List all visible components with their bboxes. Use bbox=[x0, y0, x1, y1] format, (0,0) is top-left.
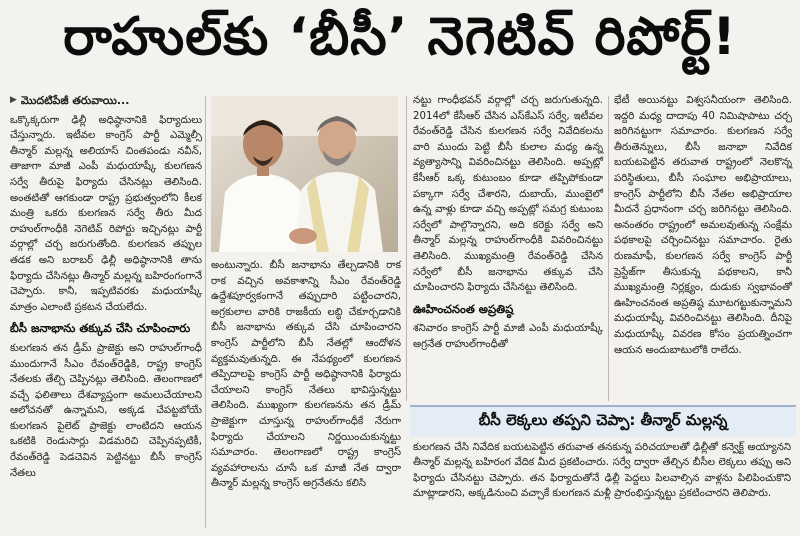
article-column-3 bbox=[413, 93, 603, 357]
article-column-1 bbox=[10, 93, 202, 485]
column-divider bbox=[608, 96, 609, 401]
column-divider bbox=[406, 96, 407, 401]
box-headline-text: బీసీ లెక్కలు తప్పని చెప్పా: తీన్మార్ మల్లన్న bbox=[478, 411, 728, 429]
continuation-kicker bbox=[10, 93, 202, 109]
box-body bbox=[413, 440, 791, 502]
article-column-4 bbox=[614, 93, 792, 362]
paragraph: భేటీ అయినట్టు విశ్వసనీయంగా తెలిసింది. ఇద్దరి మధ్య దాదాపు 40 నిమిషాపాటు చర్చ జరిగినట్టుగా సమాచారం. కులగణన సర్వే తీరుతెన్నులు, బీసీ జనాభా నివేదిక బయటపెట్టిన తరువాత రాష్ట్రంలో నెలకొన్న పరిస్థితులు, బీసీ సంఘాల అభిప్రాయాలు, కాంగ్రెస్ పార్టీలోని బీసీ నేతల అభిప్రాయాల మీదనే ప్రధానంగా చర్చ జరిగినట్టు తెలిసింది. అనంతరం రాష్ట్రంలో అమలవుతున్న సంక్షేమ పథకాలపై చర్చించినట్టు సమాచారం. రైతు రుణమాఫీ, కులగణన సర్వే కాంగ్రెస్ పార్టీ ప్రెస్టేజ్‌గా తీసుకున్న పథకాలని, కానీ ముఖ్యమంత్రి నిర్లక్ష్యం, దుడుకు స్వభావంతో ఊహించనంత అప్రతిష్ఠ మూటగట్టుకున్నామని మధుయాష్కీ వివరించినట్టు తెలిసింది. దీనిపై మధుయాష్కీ వివరణ కోసం ప్రయత్నించగా ఆయన అందుబాటులోకి రాలేదు. bbox=[614, 95, 792, 356]
column-divider bbox=[205, 96, 206, 528]
subheading: ఊహించనంత అప్రతిష్ఠ bbox=[413, 301, 514, 316]
headline-text: రాహుల్‌కు ‘బీసీ’ నెగెటివ్ రిపోర్ట్! bbox=[63, 6, 737, 67]
arrow-icon: ▶ bbox=[10, 95, 17, 105]
paragraph: శనివారం కాంగ్రెస్ పార్టీ మాజీ ఎంపీ మధుయాష్కీ అగ్రనేత రాహుల్‌గాంధీతో bbox=[413, 323, 603, 350]
paragraph: కులగణన తన డ్రీమ్ ప్రాజెక్టు అని రాహుల్‌గాంధీ ముందుగానే సీఎం రేవంత్‌రెడ్డికి, రాష్ట్ర కాంగ్రెస్ నేతలకు తేల్చి చెప్పినట్లు తెలిసింది. తెలంగాణలో వచ్చే ఫలితాలు దేశవ్యాప్తంగా అమలుచేయాలని ఆలోచనతో ఉన్నామని, అక్కడ చేపట్టబోయే కులగణన పైలెట్ ప్రాజెక్టు లాంటిదని ఆయన ఒకటికి రెండుసార్లు విడమరిచి చెప్పినప్పటికీ, రేవంత్‌రెడ్డి పెడచెవిన పెట్టినట్టు బీసీ కాంగ్రెస్ నేతలు bbox=[10, 342, 202, 479]
photo-illustration bbox=[211, 96, 398, 252]
box-headline bbox=[410, 405, 796, 437]
kicker-text: మొదటిపేజీ తరువాయి... bbox=[20, 94, 130, 107]
paragraph: నట్టు గాంధీభవన్ వర్గాల్లో చర్చ జరుగుతున్నది. 2014లో కేసీఆర్ చేసిన ఎస్‌కేఎస్ సర్వే, ఇటీవల రేవంత్‌రెడ్డి చేసిన కులగణన సర్వే నివేదికలను వారి ముందు పెట్టి బీసీ కులాల మధ్య ఉన్న వ్యత్యాసాన్ని వివరించినట్టు తెలిసింది. అప్పట్లో కేసీఆర్ ఒక్క కుటుంబం కూడా తప్పిపోకుండా పక్కాగా సర్వే చేశారని, దుబాయ్, ముంబైలో ఉన్న వాళ్లు కూడా వచ్చి అప్పట్లో సమగ్ర కుటుంబ సర్వేలో పాల్గొన్నారని, అది కరెక్టు సర్వే అని తీన్మార్ మల్లన్న రాహుల్‌గాంధీకి వివరించినట్టు తెలిసింది. ముఖ్యమంత్రి రేవంత్‌రెడ్డి చేసిన సర్వేలో బీసీ జనాభాను తక్కువ చేసి చూపించారని ఫిర్యాదు చేసినట్టు తెలిసింది. bbox=[413, 95, 603, 294]
paragraph: అంటున్నారు. బీసీ జనాభాను తేల్చడానికి రాక రాక వచ్చిన అవకాశాన్ని సీఎం రేవంత్‌రెడ్డి ఉద్దేశపూర్వకంగానే తప్పుదారి పట్టించారని, అగ్రకులాల వారికి రాజకీయ లబ్ధి చేకూర్చడానికి బీసీ జనాభాను తక్కువ చేసి చూపించారని కాంగ్రెస్ పార్టీలోని బీసీ నేతల్లో ఆందోళన వ్యక్తమవుతున్నది. ఈ నేపథ్యంలో కులగణన తప్పిదాలపై కాంగ్రెస్ పార్టీ అధిష్ఠానానికి ఫిర్యాదు చేయాలని కాంగ్రెస్ నేతలు భావిస్తున్నట్టు తెలిసింది. ముఖ్యంగా కులగణనను తన డ్రీమ్ ప్రాజెక్టుగా చూస్తున్న రాహుల్‌గాంధీకే నేరుగా ఫిర్యాదు చేయాలని నిర్ణయించుకున్నట్టు సమాచారం. తెలంగాణలో రాష్ట్ర కాంగ్రెస్ వ్యవహారాలను చూసే ఒక మాజీ నేత ద్వారా తీన్మార్ మల్లన్న కాంగ్రెస్ అగ్రనేతను కలిసి bbox=[211, 260, 401, 490]
news-photo bbox=[211, 96, 398, 252]
subheading: బీసీ జనాభాను తక్కువ చేసి చూపించారు bbox=[10, 321, 191, 336]
paragraph: కులగణన చేసి నివేదిక బయటపెట్టిన తరువాత తనకున్న పరిచయాలతో ఢిల్లీతో కన్వెక్ట్ అయ్యానని తీన్మార్ మల్లన్న బహిరంగ వేదిక మీద ప్రకటించారు. సర్వే ద్వారా తేల్చిన బీసీల లెక్కలు తప్పు అని ఫిర్యాదు చేసినట్టు చెప్పారు. తన ఫిర్యాదుతోనే ఢిల్లీ పెద్దలు పిలవాల్సిన వాళ్లను పిలిపించుకొని మాట్లాడారని, అక్కడినుంచి వచ్చాకే కులగణన మళ్లీ ప్రారంభిస్తున్నట్టు ప్రకటించారని తెలిపారు. bbox=[413, 442, 791, 500]
article-column-2 bbox=[211, 258, 401, 496]
paragraph: ఒక్కొక్కరుగా ఢిల్లీ అధిష్ఠానానికి ఫిర్యాదులు చేస్తున్నారు. ఇటీవల కాంగ్రెస్ పార్టీ ఎమ్మెల్సీ తీన్మార్ మల్లన్న అలియాస్ చింతపండు నవీన్, తాజాగా మాజీ ఎంపీ మధుయాష్కీ కులగణన సర్వే తీరుపై ఫిర్యాదు చేసినట్లు తెలిసింది. అంతటితో ఆగకుండా రాష్ట్ర ప్రభుత్వంలోని కీలక మంత్రి ఒకరు కులగణన సర్వే తీరు మీద రాహుల్‌గాంధీకి నెగెటివ్ రిపోర్టు ఇచ్చినట్లు పార్టీ వర్గాల్లో చర్చ జరుగుతోంది. కులగణన తప్పుల తడక అని బరాబర్ ఢిల్లీ అధిష్ఠానానికి తాను ఫిర్యాదు చేసినట్లు తీన్మార్ మల్లన్న బహిరంగంగానే చెప్పారు. కానీ, ఇప్పటివరకు మధుయాష్కీ మాత్రం ఎలాంటి ప్రకటన చేయలేదు. bbox=[10, 114, 202, 313]
headline bbox=[0, 0, 800, 86]
